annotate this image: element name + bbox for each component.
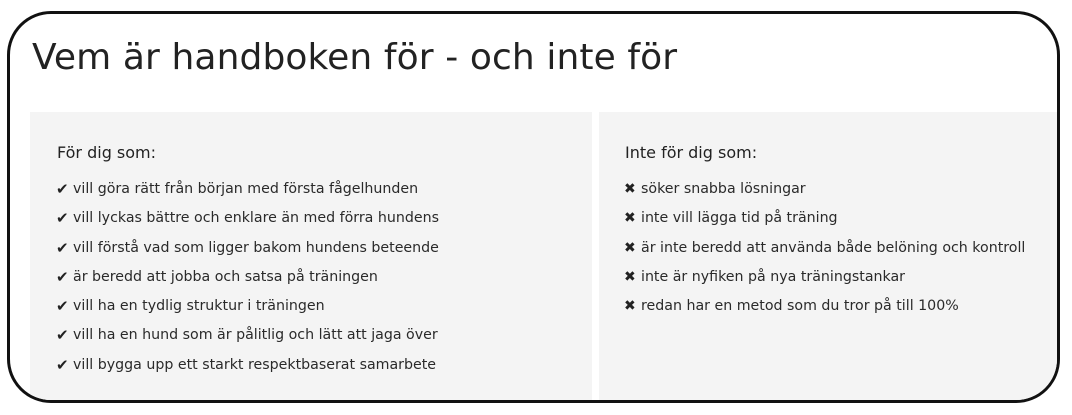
list-item: [624, 207, 1025, 236]
check-mark-icon: ✔: [56, 297, 69, 316]
check-mark-icon: ✔: [56, 180, 69, 198]
list-item-text: inte vill lägga tid på träning: [641, 210, 838, 227]
check-mark-icon: ✔: [56, 209, 69, 228]
not-for-you-panel: [599, 112, 1060, 403]
list-item-text: är beredd att jobba och satsa på träningen: [73, 268, 378, 285]
check-mark-icon: ✔: [56, 326, 69, 345]
list-item-text: vill bygga upp ett starkt respektbaserat samarbete: [73, 356, 437, 373]
list-item: [56, 266, 439, 295]
check-mark-icon: ✔: [56, 355, 69, 374]
list-item: [56, 295, 439, 324]
list-item: [56, 207, 439, 236]
list-item: [624, 178, 1025, 207]
page-title: Vem är handboken för - och inte för: [32, 37, 678, 78]
list-item-text: vill förstå vad som ligger bakom hundens beteende: [73, 239, 439, 256]
not-for-you-heading: Inte för dig som:: [625, 143, 758, 162]
list-item: [56, 237, 439, 266]
cross-mark-icon: ✖: [624, 239, 636, 256]
list-item: [56, 324, 439, 353]
list-item: [624, 266, 1025, 295]
list-item-text: söker snabba lösningar: [641, 181, 806, 197]
cross-mark-icon: ✖: [624, 268, 636, 285]
list-item-text: vill göra rätt från början med första fågelhunden: [73, 181, 419, 197]
cross-mark-icon: ✖: [624, 181, 636, 197]
list-item-text: vill lyckas bättre och enklare än med förra hundens: [73, 210, 439, 227]
list-item-text: vill ha en hund som är pålitlig och lätt att jaga över: [73, 327, 438, 344]
list-item-text: vill ha en tydlig struktur i träningen: [73, 298, 325, 315]
list-item-text: redan har en metod som du tror på till 100%: [641, 298, 959, 315]
not-for-you-list: [624, 178, 1025, 324]
cross-mark-icon: ✖: [624, 210, 636, 227]
cross-mark-icon: ✖: [624, 298, 636, 315]
list-item-text: inte är nyfiken på nya träningstankar: [641, 268, 905, 285]
list-item: [624, 295, 1025, 324]
rounded-frame: [7, 11, 1060, 403]
check-mark-icon: ✔: [56, 267, 69, 286]
check-mark-icon: ✔: [56, 238, 69, 257]
list-item-text: är inte beredd att använda både belöning och kontroll: [641, 239, 1026, 256]
list-item: [56, 178, 439, 207]
list-item: [56, 354, 439, 383]
for-you-heading: För dig som:: [57, 143, 157, 162]
for-you-panel: [30, 112, 592, 403]
list-item: [624, 237, 1025, 266]
for-you-list: [56, 178, 439, 383]
